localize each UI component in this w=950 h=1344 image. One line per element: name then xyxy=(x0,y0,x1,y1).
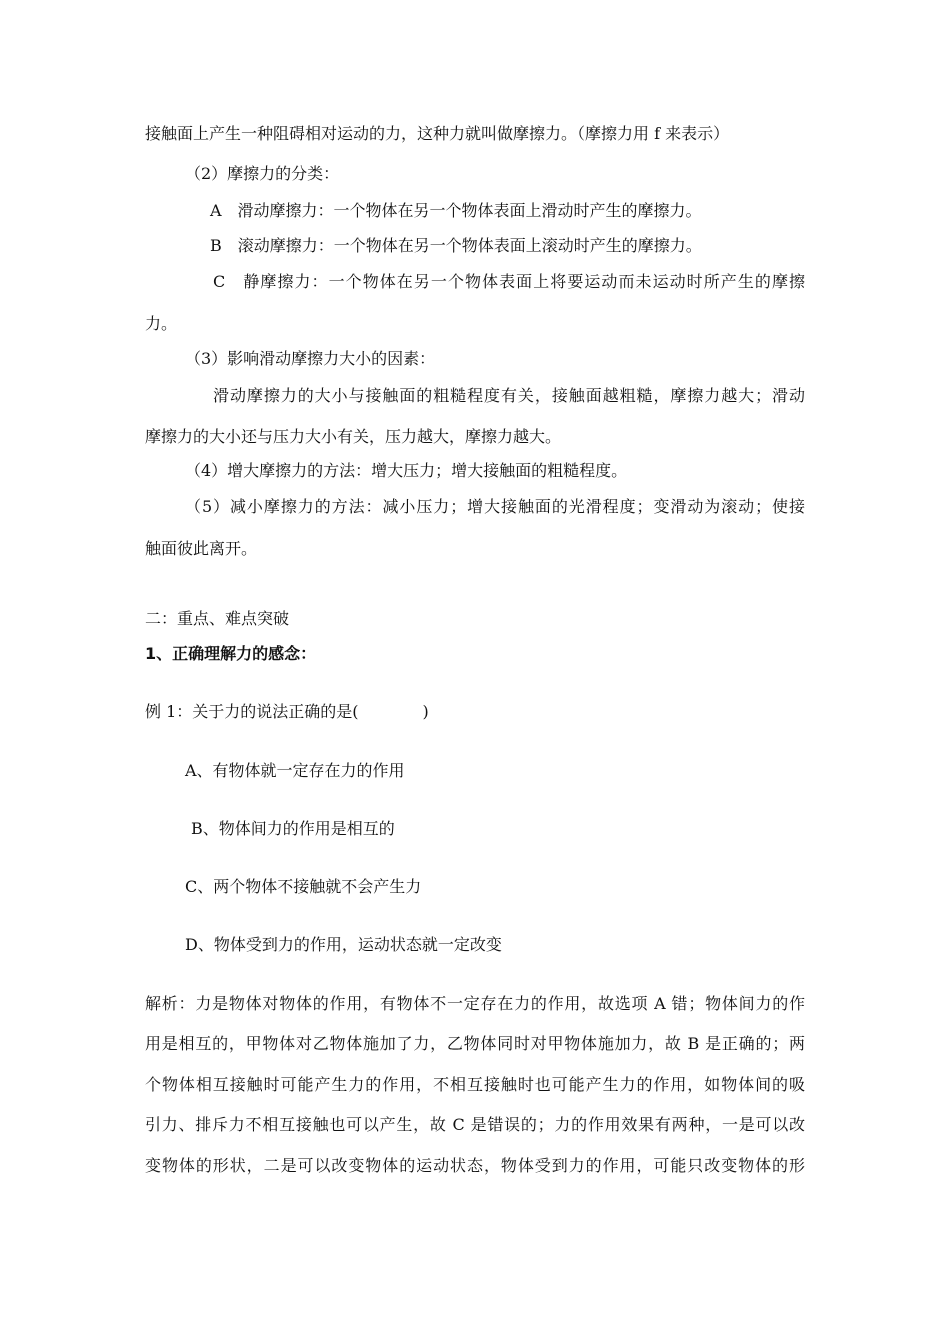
option-d: D、物体受到力的作用，运动状态就一定改变 xyxy=(185,935,502,954)
analysis-line: 引力、排斥力不相互接触也可以产生，故 C 是错误的；力的作用效果有两种，一是可以改 xyxy=(145,1115,805,1134)
list-item-sliding-friction: A 滑动摩擦力：一个物体在另一个物体表面上滑动时产生的摩擦力。 xyxy=(210,201,702,220)
section-heading: 二：重点、难点突破 xyxy=(145,609,290,628)
heading-reduce-friction: （5）减小摩擦力的方法：减小压力；增大接触面的光滑程度；变滑动为滚动；使接 xyxy=(185,497,805,516)
heading-friction-classification: （2）摩擦力的分类： xyxy=(185,164,340,183)
paragraph-line: 接触面上产生一种阻碍相对运动的力，这种力就叫做摩擦力。（摩擦力用 f 来表示） xyxy=(145,124,730,143)
example-question: 例 1：关于力的说法正确的是( ) xyxy=(145,702,429,721)
heading-friction-factors: （3）影响滑动摩擦力大小的因素： xyxy=(185,349,436,368)
option-b: B、物体间力的作用是相互的 xyxy=(191,819,395,838)
option-c: C、两个物体不接触就不会产生力 xyxy=(185,877,422,896)
heading-increase-friction: （4）增大摩擦力的方法：增大压力；增大接触面的粗糙程度。 xyxy=(185,461,628,480)
analysis-line: 解析：力是物体对物体的作用，有物体不一定存在力的作用，故选项 A 错；物体间力的作 xyxy=(145,994,805,1013)
paragraph-line: 力。 xyxy=(145,314,178,333)
list-item-static-friction: C 静摩擦力：一个物体在另一个物体表面上将要运动而未运动时所产生的摩擦 xyxy=(213,272,805,291)
paragraph-line: 滑动摩擦力的大小与接触面的粗糙程度有关，接触面越粗糙，摩擦力越大；滑动 xyxy=(213,386,805,405)
analysis-line: 用是相互的，甲物体对乙物体施加了力，乙物体同时对甲物体施加力，故 B 是正确的；两 xyxy=(145,1034,805,1053)
subsection-heading: 1、正确理解力的感念： xyxy=(145,644,317,663)
paragraph-line: 触面彼此离开。 xyxy=(145,539,258,558)
analysis-line: 个物体相互接触时可能产生力的作用，不相互接触时也可能产生力的作用，如物体间的吸 xyxy=(145,1075,805,1094)
option-a: A、有物体就一定存在力的作用 xyxy=(185,761,405,780)
analysis-line: 变物体的形状，二是可以改变物体的运动状态，物体受到力的作用，可能只改变物体的形 xyxy=(145,1156,805,1175)
paragraph-line: 摩擦力的大小还与压力大小有关，压力越大，摩擦力越大。 xyxy=(145,427,562,446)
list-item-rolling-friction: B 滚动摩擦力：一个物体在另一个物体表面上滚动时产生的摩擦力。 xyxy=(210,236,702,255)
